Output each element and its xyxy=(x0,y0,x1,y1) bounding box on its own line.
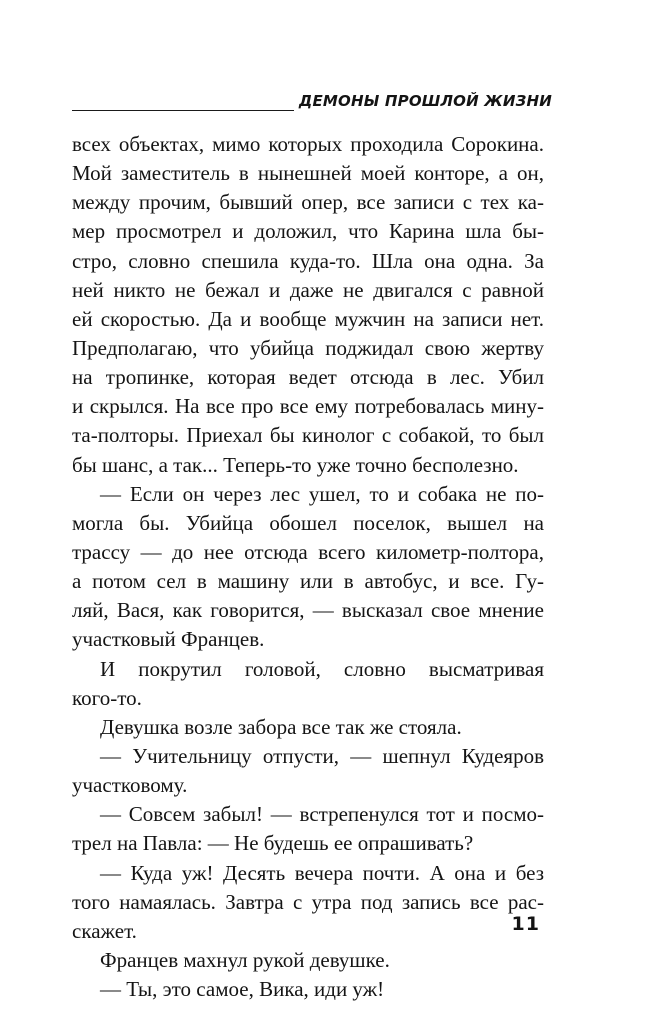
paragraph xyxy=(72,713,544,742)
text-line: Мой заместитель в нынешней моей конторе, а он, xyxy=(72,161,544,186)
text-line: а потом сел в машину или в автобус, и все. Гу- xyxy=(72,569,544,594)
text-line: та-полторы. Приехал бы кинолог с собакой, то был xyxy=(72,423,544,448)
text-line: скажет. xyxy=(72,918,137,943)
paragraph xyxy=(72,480,544,655)
text-line: ей скоростью. Да и вообще мужчин на записи нет. xyxy=(72,306,544,331)
paragraph xyxy=(72,975,544,1004)
text-line: — Куда уж! Десять вечера почти. А она и без xyxy=(100,860,544,885)
text-line: на тропинке, которая ведет отсюда в лес. Убил xyxy=(72,365,544,390)
body-text xyxy=(72,130,544,1004)
text-line: участковому. xyxy=(72,773,188,798)
paragraph xyxy=(72,859,544,946)
text-line: трел на Павла: — Не будешь ее опрашивать? xyxy=(72,831,474,856)
text-line: ляй, Вася, как говорится, — высказал свое мнение xyxy=(72,598,544,623)
text-line: И покрутил головой, словно высматривая xyxy=(100,656,544,681)
text-line: кого-то. xyxy=(72,685,142,710)
text-line: — Совсем забыл! — встрепенулся тот и посмо- xyxy=(100,802,544,827)
text-line: ней никто не бежал и даже не двигался с равной xyxy=(72,277,544,302)
text-line: — Если он через лес ушел, то и собака не по- xyxy=(100,481,544,506)
text-line: участковый Францев. xyxy=(72,627,265,652)
text-line: между прочим, бывший опер, все записи с тех ка- xyxy=(72,190,544,215)
paragraph xyxy=(72,800,544,858)
text-line: Предполагаю, что убийца поджидал свою жертву xyxy=(72,335,544,360)
paragraph xyxy=(72,655,544,713)
text-line: могла бы. Убийца обошел поселок, вышел на xyxy=(72,510,544,535)
text-line: стро, словно спешила куда-то. Шла она одна. За xyxy=(72,248,544,273)
running-head: ДЕМОНЫ ПРОШЛОЙ ЖИЗНИ xyxy=(298,92,552,110)
paragraph xyxy=(72,742,544,800)
text-line: — Учительницу отпусти, — шепнул Кудеяров xyxy=(100,743,544,768)
text-line: Девушка возле забора все так же стояла. xyxy=(100,714,462,739)
text-line: трассу — до нее отсюда всего километр-полтора, xyxy=(72,539,544,564)
text-line: бы шанс, а так... Теперь-то уже точно бесполезно. xyxy=(72,452,519,477)
text-line: — Ты, это самое, Вика, иди уж! xyxy=(100,977,385,1002)
paragraph xyxy=(72,946,544,975)
text-line: мер просмотрел и доложил, что Карина шла бы- xyxy=(72,219,544,244)
header-rule xyxy=(72,110,294,111)
text-line: Францев махнул рукой девушке. xyxy=(100,947,390,972)
text-line: того намаялась. Завтра с утра под запись все рас- xyxy=(72,889,544,914)
text-line: и скрылся. На все про все ему потребовалась мину- xyxy=(72,394,544,419)
page-header xyxy=(72,92,552,116)
text-line: всех объектах, мимо которых проходила Сорокина. xyxy=(72,132,544,156)
page-number: 11 xyxy=(511,913,540,935)
paragraph xyxy=(72,130,544,480)
